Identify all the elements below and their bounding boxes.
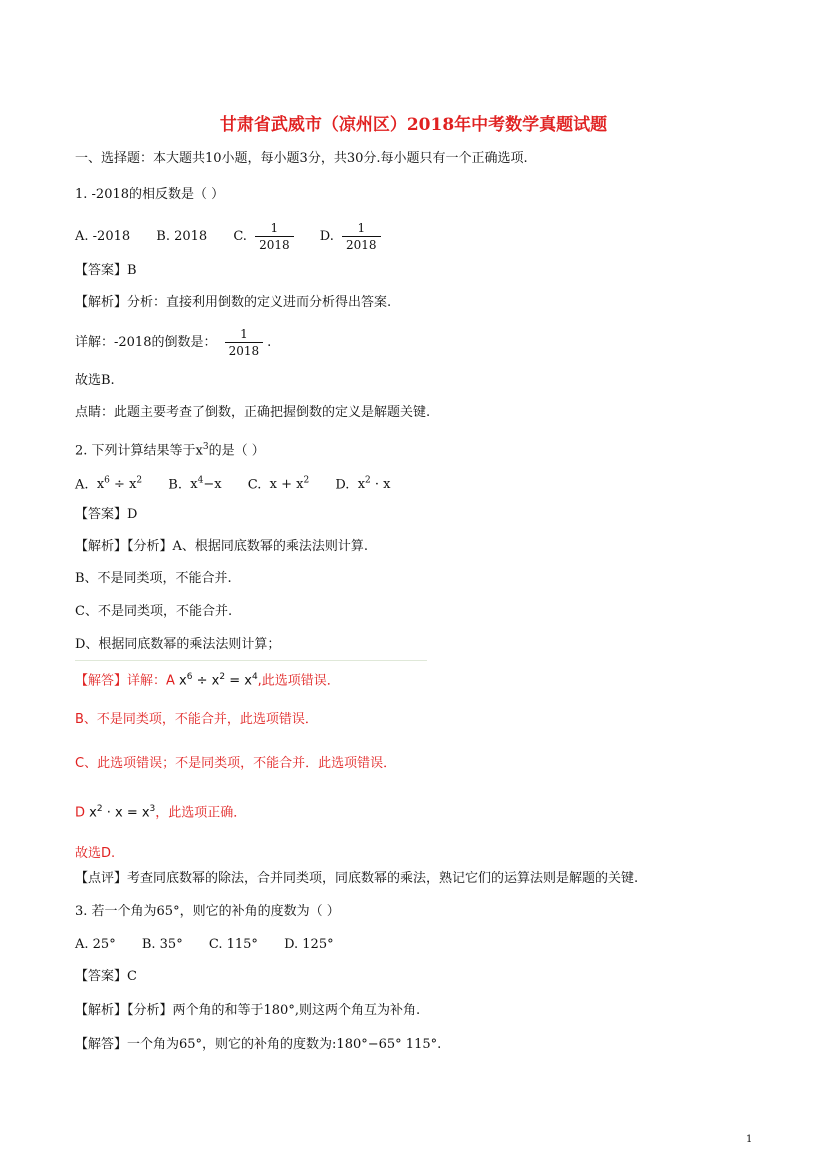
q2-solution-b: B、不是同类项，不能合并，此选项错误． xyxy=(75,712,318,727)
q2-b-e1: 4 xyxy=(197,476,204,486)
q2-b-note: B、不是同类项，不能合并. xyxy=(75,571,232,586)
q3-solution: 【解答】一个角为65°，则它的补角的度数为:180°−65° 115°. xyxy=(75,1037,442,1052)
q2-c-e: 2 xyxy=(303,476,310,486)
q1-detail-denominator: 2018 xyxy=(228,344,260,358)
q2-answer: 【答案】D xyxy=(75,507,138,522)
q1-detail-fraction xyxy=(225,326,264,359)
q2-solution-c: C、此选项错误；不是同类项，不能合并．此选项错误． xyxy=(75,756,397,771)
q2-sol-a-e1: 6 xyxy=(186,672,193,682)
q2-a-e2: 2 xyxy=(136,476,143,486)
q2-option-c-label: C. xyxy=(247,477,262,493)
q1-options xyxy=(75,220,385,253)
q3-option-d: D. 125° xyxy=(284,937,334,952)
q2-a-e1: 6 xyxy=(104,476,110,486)
q1-option-d-label: D. xyxy=(319,229,334,244)
q2-option-a xyxy=(93,477,142,492)
q1-option-b: B. 2018 xyxy=(156,229,208,244)
q2-d-x: x xyxy=(357,477,366,493)
q2-sol-a-mid: ÷ x xyxy=(196,673,220,689)
q2-sol-d-e2: 3 xyxy=(149,804,156,814)
q1-detail xyxy=(75,326,271,359)
q1-option-d-fraction xyxy=(342,220,381,253)
q1-choose: 故选B. xyxy=(75,373,115,388)
q2-choose: 故选D. xyxy=(75,846,116,861)
q2-a-x1: x xyxy=(96,477,105,493)
q2-c-text: x + x xyxy=(269,477,304,493)
q1-option-c-label: C. xyxy=(233,229,247,244)
q1-option-d-denominator: 2018 xyxy=(346,238,377,252)
page-title: 甘肃省武威市（凉州区）2018年中考数学真题试题 xyxy=(219,115,608,135)
q2-option-b-label: B. xyxy=(168,477,182,493)
q1-option-d-numerator: 1 xyxy=(342,220,381,237)
q3-answer: 【答案】C xyxy=(75,969,137,984)
q2-a-op: ÷ xyxy=(114,477,125,493)
q2-d-note: D、根据同底数幂的乘法法则计算； xyxy=(75,637,281,652)
q2-d-e: 2 xyxy=(365,476,371,486)
q1-detail-numerator: 1 xyxy=(225,326,264,343)
q1-detail-suffix: . xyxy=(267,335,272,350)
q2-solution-a xyxy=(75,668,340,690)
q1-detail-prefix: 详解：-2018的倒数是： xyxy=(75,335,217,350)
q2-option-a-label: A. xyxy=(75,477,89,493)
q2-comment: 【点评】考查同底数幂的除法，合并同类项，同底数幂的乘法，熟记它们的运算法则是解题的关键. xyxy=(75,871,639,886)
q2-b-rest: −x xyxy=(203,477,222,493)
q1-analysis: 【解析】分析：直接利用倒数的定义进而分析得出答案. xyxy=(75,295,392,310)
q1-option-a: A. -2018 xyxy=(75,229,131,244)
q2-stem-text: 2. 下列计算结果等于 xyxy=(75,443,196,459)
q2-options xyxy=(75,472,391,494)
divider xyxy=(75,660,427,661)
section-heading: 一、选择题：本大题共10小题，每小题3分，共30分.每小题只有一个正确选项. xyxy=(75,151,528,166)
q1-answer: 【答案】B xyxy=(75,263,137,278)
q2-option-b xyxy=(186,477,221,492)
q2-sol-a-suffix: ,此选项错误． xyxy=(257,673,340,689)
q2-d-rest: · x xyxy=(374,477,391,493)
q1-stem: 1. -2018的相反数是（ ） xyxy=(75,187,225,202)
q3-option-b: B. 35° xyxy=(141,937,183,952)
q2-sol-d-x: x xyxy=(89,805,97,821)
q3-option-a: A. 25° xyxy=(75,937,116,952)
q2-b-x1: x xyxy=(190,477,198,493)
q3-stem: 3. 若一个角为65°，则它的补角的度数为（ ） xyxy=(75,904,340,919)
q1-option-c-numerator: 1 xyxy=(255,220,294,237)
q2-sol-d-mid: · x = x xyxy=(106,805,150,821)
q2-a-x2: x xyxy=(129,477,137,493)
q2-option-c xyxy=(265,477,309,492)
q2-analysis: 【解析】【分析】A、根据同底数幂的乘法法则计算. xyxy=(75,539,369,554)
q2-sol-a-prefix: 【解答】详解：A xyxy=(75,673,175,689)
q2-option-d xyxy=(354,477,391,492)
q2-solution-d xyxy=(75,800,246,822)
q2-sol-d-e1: 2 xyxy=(96,804,103,814)
q2-stem-exponent: 3 xyxy=(202,442,209,452)
q2-option-d-label: D. xyxy=(335,477,350,493)
q1-option-c-denominator: 2018 xyxy=(259,238,290,252)
q2-sol-a-x1: x xyxy=(179,673,187,689)
q3-options xyxy=(75,936,334,954)
q2-sol-a-e3: 4 xyxy=(251,672,258,682)
q3-option-c: C. 115° xyxy=(208,937,258,952)
q2-stem-x: x xyxy=(195,443,203,459)
q2-sol-d-suffix: ，此选项正确． xyxy=(155,805,247,821)
q2-sol-d-prefix: D xyxy=(75,805,86,821)
q2-c-note: C、不是同类项，不能合并. xyxy=(75,604,233,619)
q1-comment: 点睛：此题主要考查了倒数，正确把握倒数的定义是解题关键. xyxy=(75,405,431,420)
q3-analysis: 【解析】【分析】两个角的和等于180°,则这两个角互为补角. xyxy=(75,1003,421,1018)
q1-option-c-fraction xyxy=(255,220,294,253)
q2-stem xyxy=(75,438,265,460)
q2-sol-a-e2: 2 xyxy=(219,672,226,682)
q2-stem-end: 的是（ ） xyxy=(208,443,265,459)
q2-sol-a-eq: = x xyxy=(229,673,252,689)
page-number: 1 xyxy=(746,1134,753,1145)
